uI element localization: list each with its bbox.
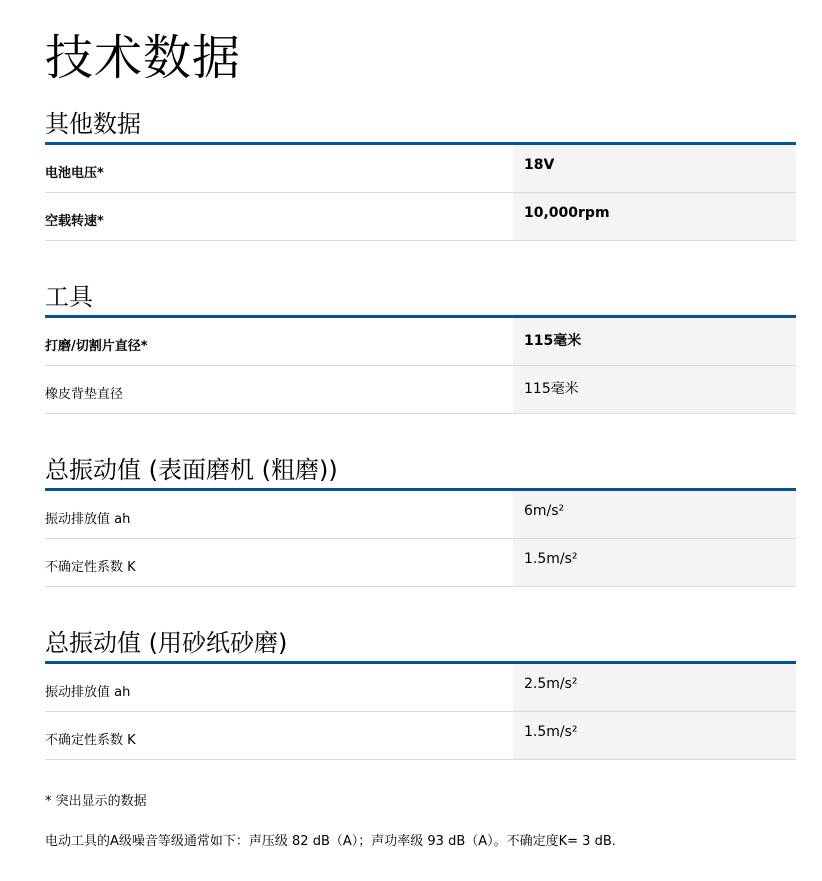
section-title: 总振动值 (用砂纸砂磨) xyxy=(45,629,288,657)
section-other-data xyxy=(45,108,796,241)
table-row xyxy=(45,491,796,539)
tech-data-page xyxy=(45,0,796,849)
row-value: 6m/s² xyxy=(513,491,796,538)
section-tools xyxy=(45,281,796,414)
section-title: 工具 xyxy=(45,283,93,311)
row-label: 不确定性系数 K xyxy=(45,733,136,748)
row-label: 空载转速* xyxy=(45,214,104,229)
row-label: 振动排放值 ah xyxy=(45,685,131,700)
row-label: 不确定性系数 K xyxy=(45,560,136,575)
table-row xyxy=(45,366,796,414)
row-label: 振动排放值 ah xyxy=(45,512,131,527)
row-value: 18V xyxy=(513,145,796,192)
row-value: 115毫米 xyxy=(513,318,796,365)
page-title: 技术数据 xyxy=(45,30,242,86)
row-label: 橡皮背垫直径 xyxy=(45,387,124,402)
noise-footnote: 电动工具的A级噪音等级通常如下：声压级 82 dB（A）；声功率级 93 dB（A）。不确定度K= 3 dB. xyxy=(45,834,616,849)
table-row xyxy=(45,712,796,760)
row-label: 打磨/切割片直径* xyxy=(45,339,148,354)
row-value: 1.5m/s² xyxy=(513,539,796,586)
row-label: 电池电压* xyxy=(45,166,104,181)
section-title: 总振动值 (表面磨机 (粗磨)) xyxy=(45,456,338,484)
table-row xyxy=(45,318,796,366)
highlight-footnote: * 突出显示的数据 xyxy=(45,794,147,809)
row-value: 10,000rpm xyxy=(513,193,796,240)
table-row xyxy=(45,145,796,193)
section-vibration-sanding xyxy=(45,627,796,760)
table-row xyxy=(45,539,796,587)
row-value: 1.5m/s² xyxy=(513,712,796,759)
table-row xyxy=(45,664,796,712)
section-vibration-surface xyxy=(45,454,796,587)
row-value: 2.5m/s² xyxy=(513,664,796,711)
section-title: 其他数据 xyxy=(45,110,141,138)
row-value: 115毫米 xyxy=(513,366,796,413)
table-row xyxy=(45,193,796,241)
